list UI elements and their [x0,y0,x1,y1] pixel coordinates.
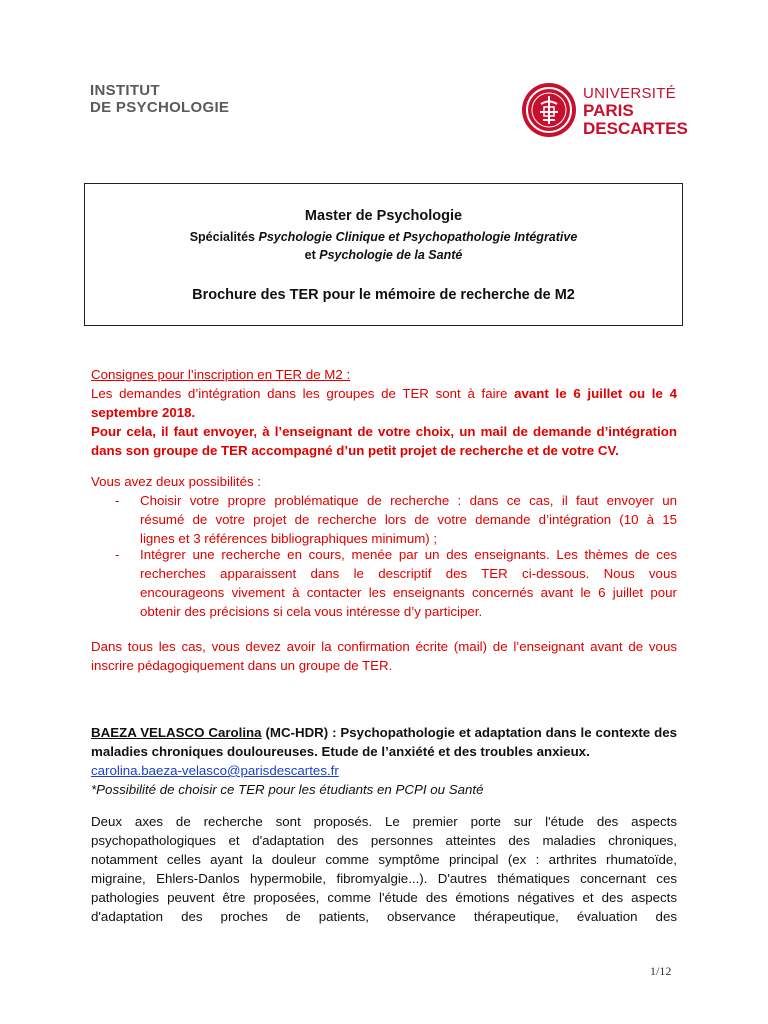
entry-header-line1 [91,723,677,742]
brochure-title: Brochure des TER pour le mémoire de recherche de M2 [192,287,575,303]
instructions-block [91,365,677,460]
topic-line1: Psychopathologie et adaptation dans le contexte des [340,725,677,740]
bullet-2 [140,545,677,621]
p1-line1-text: Les demandes d’intégration dans les groupes de TER sont à faire [91,386,515,401]
specialites-prefix: Spécialités [189,230,259,244]
bullet-1-mark: - [115,493,120,508]
teacher-email-link[interactable]: carolina.baeza-velasco@parisdescartes.fr [91,763,339,778]
entry-description [91,812,677,926]
institute-line1: INSTITUT [90,82,160,99]
p4-line2: inscrire pédagogiquement dans un groupe de TER. [91,658,393,673]
master-title: Master de Psychologie [304,208,463,224]
p2-line2: dans son groupe de TER accompagné d’un petit projet de recherche et de votre CV. [91,443,619,458]
bullet-1-line2: résumé de votre projet de recherche lors de votre demande d’intégration (10 à 15 [140,512,677,527]
deadline-text: avant le 6 juillet ou le 4 [514,386,677,401]
specialite-1: Psychologie Clinique et Psychopathologie Intégrative [258,230,578,244]
university-line1: UNIVERSITÉ [583,85,677,102]
specialites-line [85,230,682,244]
university-line3: DESCARTES [583,119,688,138]
desc-line5: pathologies peuvent être proposées, comme l'étude des émotions négatives et des aspects [91,890,677,905]
possibilities-heading: Vous avez deux possibilités : [91,474,262,489]
institute-line2: DE PSYCHOLOGIE [90,99,230,116]
desc-line6: d'adaptation des proches de patients, observance thérapeutique, évaluation des [91,909,677,924]
desc-line4: migraine, Ehlers-Danlos hypermobile, fibromyalgie...). D'autres thématiques concernant ces [91,871,677,886]
ter-entry [91,723,677,799]
desc-line3: notamment celles ayant la douleur comme symptôme principal (ex : arthrites rhumatoïde, [91,852,677,867]
title-box [84,183,683,326]
specialite-2: Psychologie de la Santé [319,248,463,262]
p1-line2: septembre 2018. [91,405,196,420]
p2-line1: Pour cela, il faut envoyer, à l’enseignant de votre choix, un mail de demande d’intégration [91,424,677,439]
page-number: 1/12 [650,964,672,978]
p4-line1: Dans tous les cas, vous devez avoir la confirmation écrite (mail) de l’enseignant avant de vous [91,639,677,654]
instructions-heading: Consignes pour l’inscription en TER de M2 : [91,367,351,382]
email-line [91,761,677,780]
bullet-1 [140,491,677,548]
university-line2: PARIS [583,101,634,120]
institute-logo [90,82,310,116]
bullet-1-line1: Choisir votre propre problématique de recherche : dans ce cas, il faut envoyer un [140,493,677,508]
p1-line1 [91,384,677,403]
desc-line2: psychopathologiques et d'adaptation des personnes atteintes des maladies chroniques, [91,833,677,848]
university-seal-icon [521,82,577,138]
bullet-2-line3: encourageons vivement à contacter les enseignants concernés avant le 6 juillet pour [140,585,677,600]
topic-line2: maladies chroniques douloureuses. Etude de l’anxiété et des troubles anxieux. [91,744,590,759]
et-prefix: et [304,248,320,262]
entry-note: *Possibilité de choisir ce TER pour les étudiants en PCPI ou Santé [91,782,484,797]
university-wordmark [583,86,693,138]
bullet-2-mark: - [115,547,120,562]
specialite-2-line [85,248,682,262]
university-logo [521,82,691,144]
confirmation-paragraph [91,637,677,675]
desc-line1: Deux axes de recherche sont proposés. Le premier porte sur l'étude des aspects [91,814,677,829]
bullet-2-line4: obtenir des précisions si cela vous intéresse d’y participer. [140,604,483,619]
bullet-1-line3: lignes et 3 références bibliographiques minimum) ; [140,531,438,546]
teacher-rank: (MC-HDR) : [261,725,341,740]
teacher-name: BAEZA VELASCO Carolina [91,725,262,740]
bullet-2-line1: Intégrer une recherche en cours, menée par un des enseignants. Les thèmes de ces [140,547,677,562]
bullet-2-line2: recherches apparaissent dans le descriptif des TER ci-dessous. Nous vous [140,566,677,581]
